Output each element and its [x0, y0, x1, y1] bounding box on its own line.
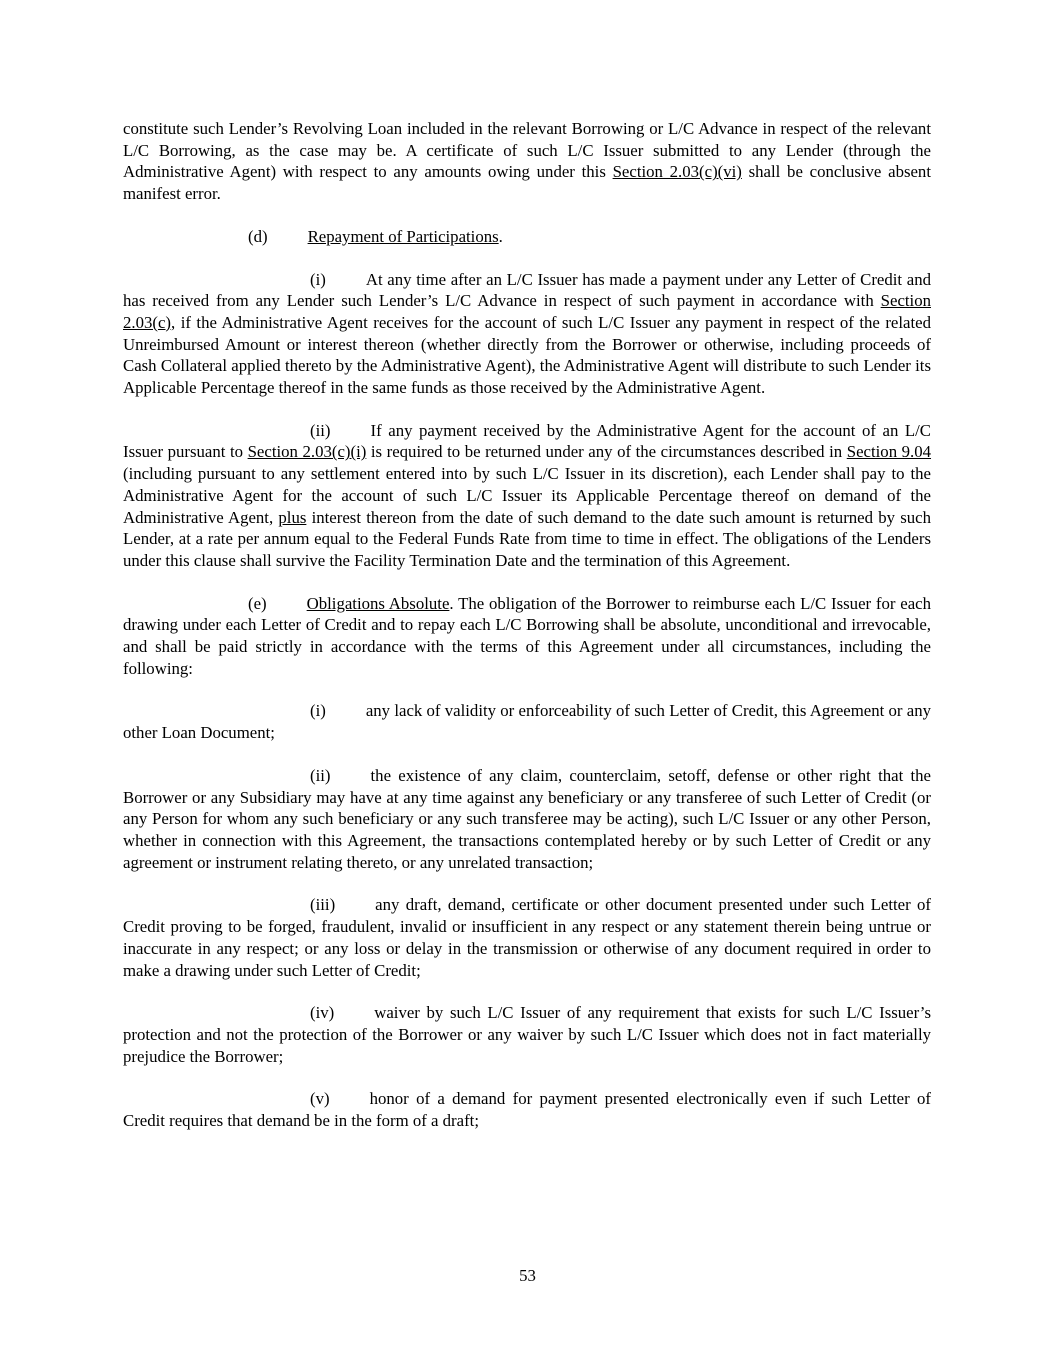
- text-run: , if the Administrative Agent receives for the account of such L/C Issuer any payment in respect of the related Unreimbursed Amount or interest thereon (whether directly from the Borrower or otherwise, including proceeds of Cash Collateral applied thereto by the Administrative Agent), the Administrative Agent will distribute to such Lender its Applicable Percentage thereof in the same funds as those received by the Administrative Agent.: [123, 312, 931, 398]
- text-run: interest thereon from the date of such demand to the date such amount is returned by such Lender, at a rate per annum equal to the Federal Funds Rate from time to time in effect. The obligations of the Lenders under this clause shall survive the Facility Termination Date and the termination of this Agreement.: [123, 507, 931, 570]
- text-run: (iii): [310, 895, 336, 915]
- text-run: . The obligation of the Borrower to reimburse each L/C Issuer for each drawing under each Letter of Credit and to repay each L/C Borrowing shall be absolute, unconditional and irrevocable, and shall be paid strictly in accordance with the terms of this Agreement under all circumstances, including the following:: [123, 593, 931, 678]
- para-intro-continuation: [123, 118, 931, 205]
- text-run: (d): [248, 226, 268, 246]
- underlined-text: Section 2.03(c): [123, 291, 931, 332]
- para-e-ii: [123, 765, 931, 874]
- underlined-text: Obligations Absolute: [306, 593, 450, 613]
- text-run: (ii): [310, 765, 331, 785]
- text-run: the existence of any claim, counterclaim, setoff, defense or other right that the Borrower or any Subsidiary may have at any time against any beneficiary or any transferee of such Letter of Credit (or any Person for whom any such beneficiary or any such transferee may be acting), such L/C Issuer or any other Person, whether in connection with this Agreement, the transactions contemplated hereby or by such Letter of Credit or any agreement or instrument relating thereto, or any unrelated transaction;: [123, 765, 931, 872]
- underlined-text: Section 2.03(c)(i): [247, 442, 367, 462]
- underlined-text: Repayment of Participations: [307, 226, 499, 246]
- text-run: (i): [310, 269, 326, 289]
- text-run: (including pursuant to any settlement entered into by such L/C Issuer in its discretion), each Lender shall pay to the Administrative Agent for the account of such L/C Issuer its Applicable Percentage thereof on demand of the Administrative Agent,: [123, 464, 931, 527]
- text-run: is required to be returned under any of the circumstances described in: [366, 442, 847, 462]
- underlined-text: plus: [278, 507, 307, 527]
- text-run: At any time after an L/C Issuer has made a payment under any Letter of Credit and has received from any Lender such Lender’s L/C Advance in respect of such payment in accordance with: [123, 269, 931, 311]
- para-e-i: [123, 700, 931, 743]
- para-d-heading: [123, 226, 931, 248]
- text-run: (e): [248, 593, 267, 613]
- page-number: 53: [519, 1266, 536, 1286]
- text-run: shall be conclusive absent manifest error.: [123, 162, 931, 204]
- text-run: waiver by such L/C Issuer of any requirement that exists for such L/C Issuer’s protection and not the protection of the Borrower or any waiver by such L/C Issuer which does not in fact materially prejudice the Borrower;: [123, 1003, 931, 1066]
- para-d-ii: [123, 420, 931, 572]
- text-run: (i): [310, 701, 326, 721]
- text-run: any lack of validity or enforceability of such Letter of Credit, this Agreement or any other Loan Document;: [123, 701, 931, 743]
- text-run: (v): [310, 1089, 330, 1109]
- para-d-i: [123, 269, 931, 399]
- text-run: .: [498, 226, 503, 246]
- text-run: any draft, demand, certificate or other document presented under such Letter of Credit proving to be forged, fraudulent, invalid or insufficient in any respect or any statement therein being untrue or inaccurate in any respect; or any loss or delay in the transmission or otherwise of any document required in order to make a drawing under such Letter of Credit;: [123, 895, 931, 980]
- para-e-v: [123, 1088, 931, 1131]
- text-run: constitute such Lender’s Revolving Loan included in the relevant Borrowing or L/C Advance in respect of the relevant L/C Borrowing, as the case may be. A certificate of such L/C Issuer submitted to any Lender (through the Administrative Agent) with respect to any amounts owing under this: [123, 119, 931, 182]
- text-run: (ii): [310, 420, 331, 440]
- text-run: honor of a demand for payment presented electronically even if such Letter of Credit requires that demand be in the form of a draft;: [123, 1089, 931, 1131]
- para-e-iii: [123, 894, 931, 981]
- para-e-heading: [123, 593, 931, 680]
- document-body: [123, 118, 931, 1132]
- text-run: (iv): [310, 1003, 335, 1023]
- underlined-text: Section 9.04: [846, 442, 932, 462]
- text-run: If any payment received by the Administrative Agent for the account of an L/C Issuer pursuant to: [123, 420, 931, 462]
- para-e-iv: [123, 1002, 931, 1067]
- underlined-text: Section 2.03(c)(vi): [612, 162, 742, 182]
